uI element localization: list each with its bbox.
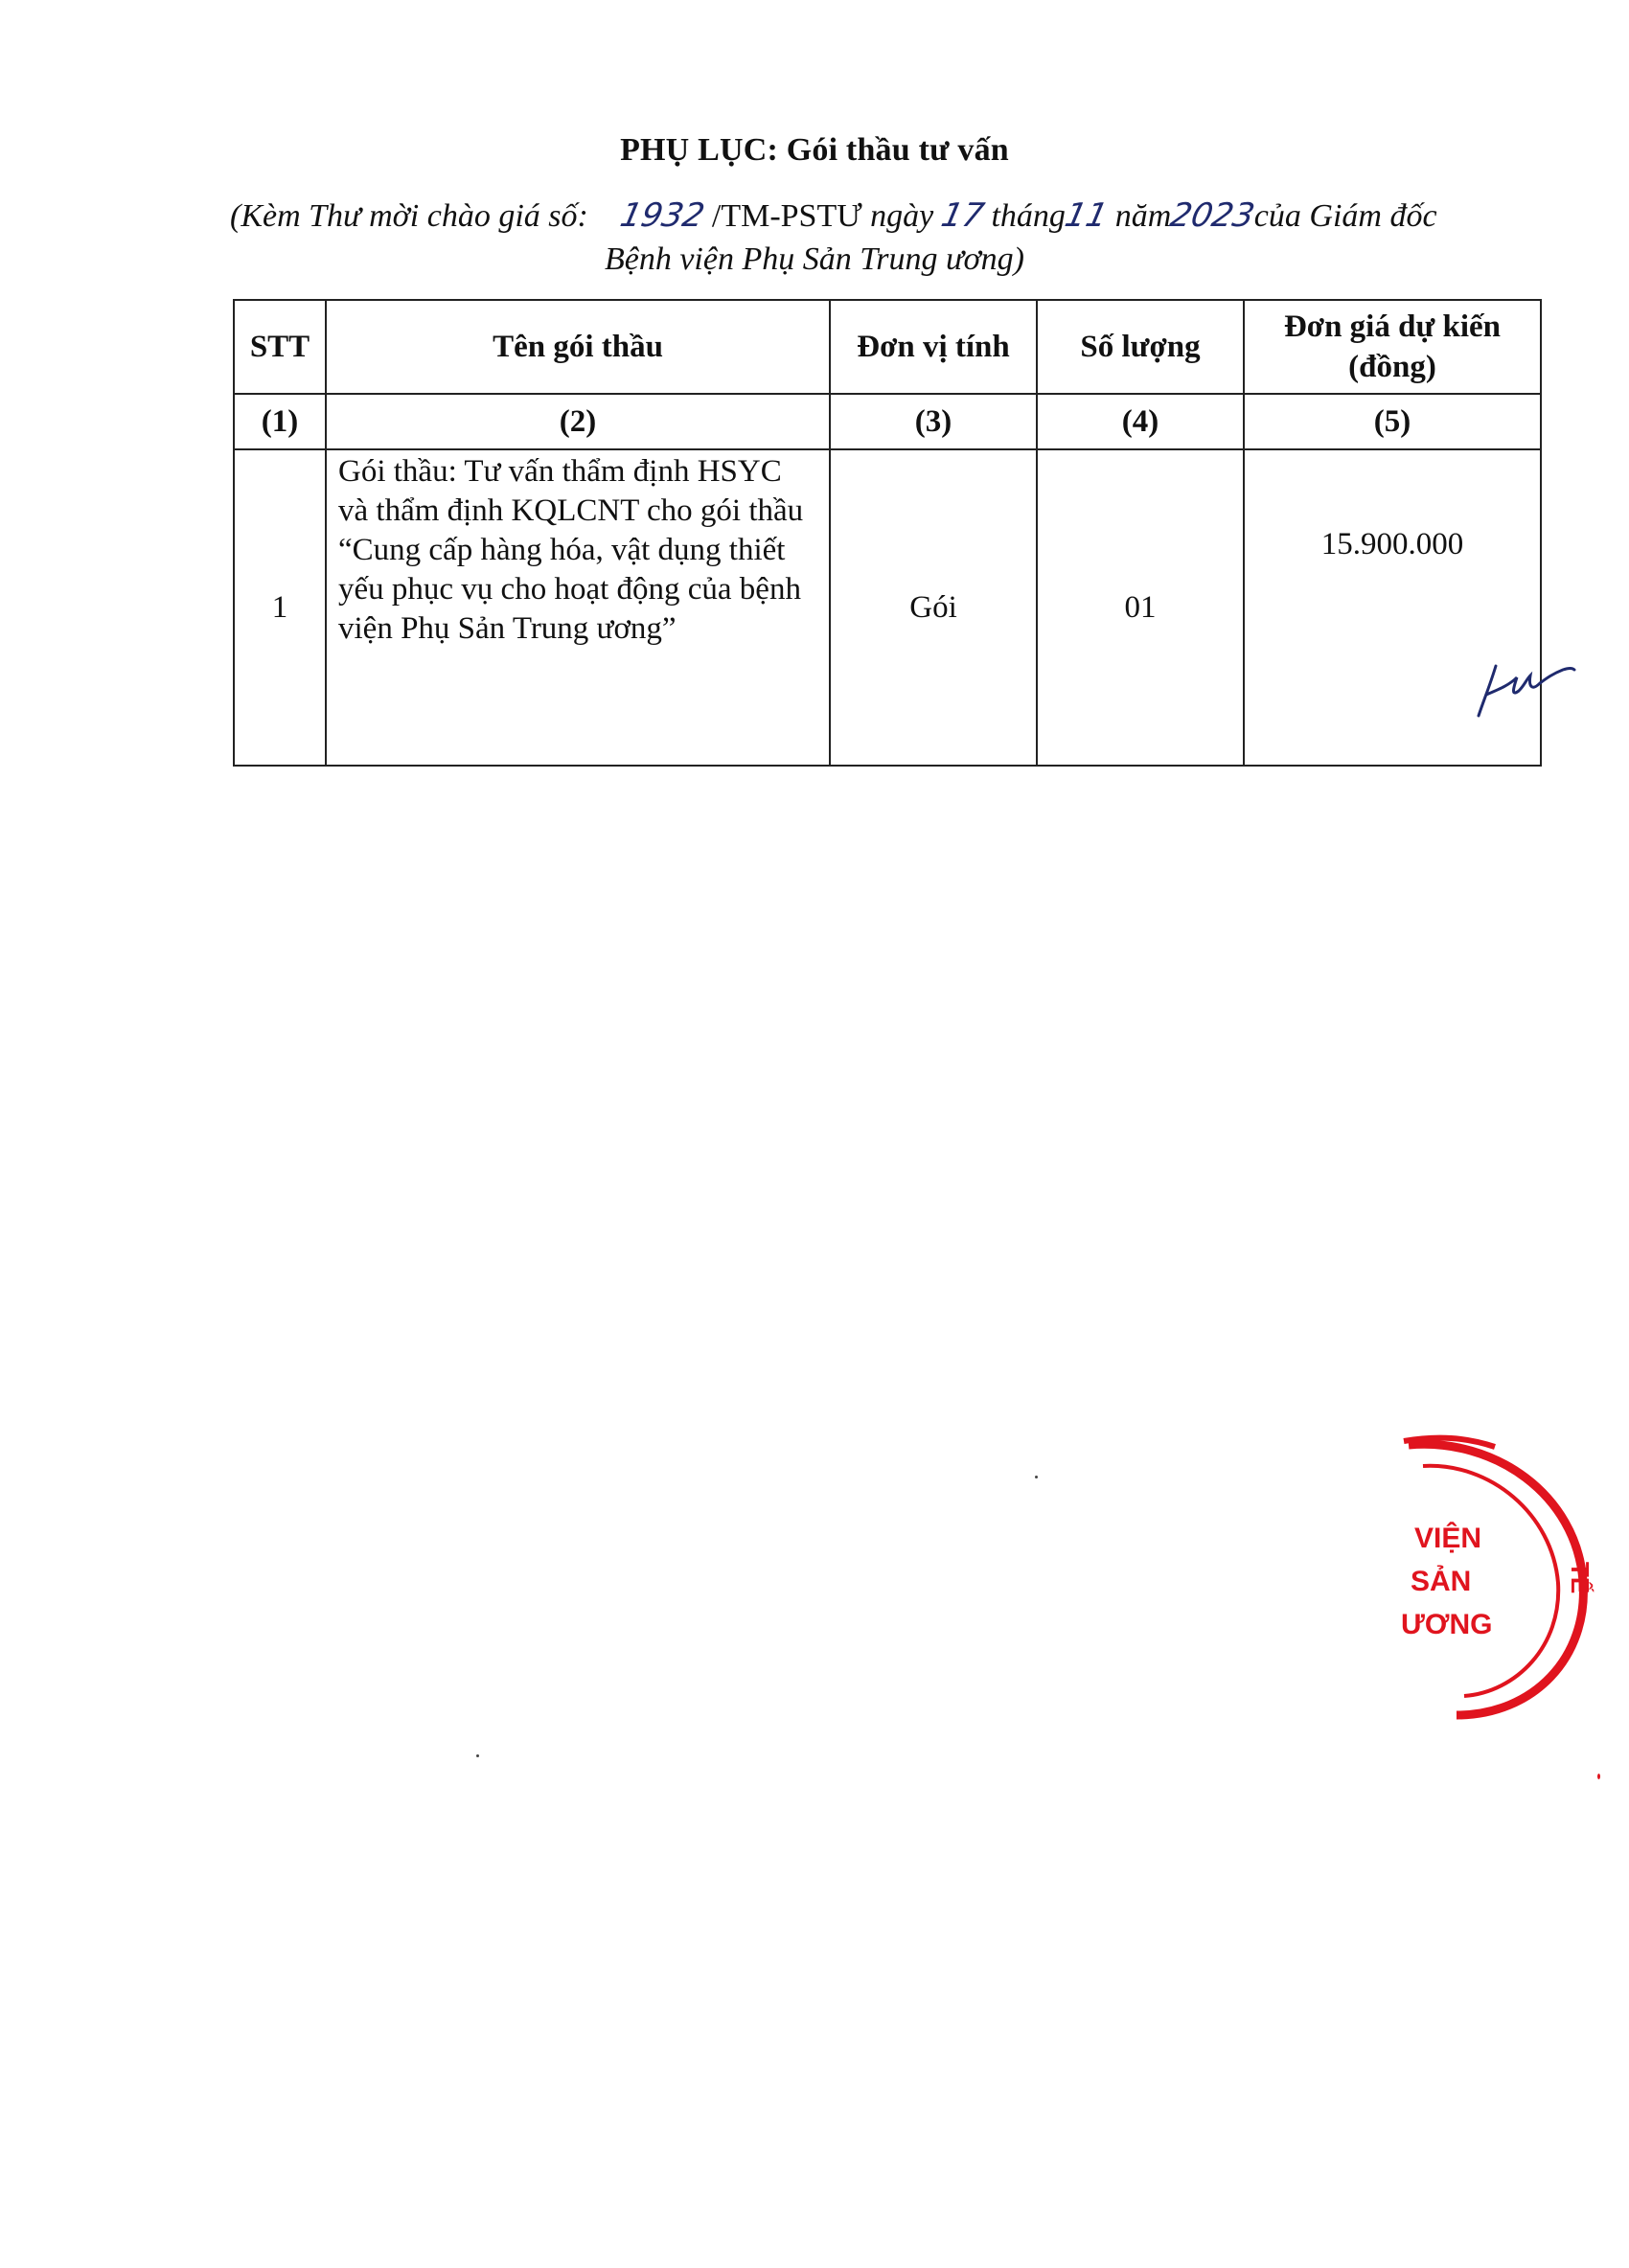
svg-text:VIỆN: VIỆN xyxy=(1414,1523,1482,1554)
svg-text:TẾ: TẾ xyxy=(1566,1562,1595,1594)
thang-label: tháng xyxy=(991,198,1066,234)
column-number: (2) xyxy=(326,394,830,449)
nam-label: năm xyxy=(1114,198,1172,234)
cell-unit-price: 15.900.000 xyxy=(1244,449,1541,766)
scan-speck xyxy=(476,1754,479,1757)
header-unit: Đơn vị tính xyxy=(830,300,1037,394)
column-number-row xyxy=(234,394,1541,449)
table-row xyxy=(234,449,1541,766)
cell-package-name: Gói thầu: Tư vấn thẩm định HSYC và thẩm định KQLCNT cho gói thầu “Cung cấp hàng hóa, vật dụng thiết yếu phục vụ cho hoạt động của bệnh viện Phụ Sản Trung ương” xyxy=(326,449,830,766)
svg-text:SẢN: SẢN xyxy=(1411,1566,1472,1597)
column-number: (3) xyxy=(830,394,1037,449)
cell-stt: 1 xyxy=(234,449,326,766)
page-title: PHỤ LỤC: Gói thầu tư vấn xyxy=(620,132,1009,168)
column-number: (5) xyxy=(1244,394,1541,449)
header-stt: STT xyxy=(234,300,326,394)
subtitle-line-2: Bệnh viện Phụ Sản Trung ương) xyxy=(604,241,1025,277)
table-header-row xyxy=(234,300,1541,394)
column-number: (1) xyxy=(234,394,326,449)
column-number: (4) xyxy=(1037,394,1244,449)
cell-quantity: 01 xyxy=(1037,449,1244,766)
ngay-label: ngày xyxy=(870,198,934,234)
subtitle-suffix: của Giám đốc xyxy=(1253,198,1437,234)
handwritten-year: 2023 xyxy=(1167,196,1259,235)
cell-unit: Gói xyxy=(830,449,1037,766)
handwritten-day: 17 xyxy=(937,196,988,235)
header-package-name: Tên gói thầu xyxy=(326,300,830,394)
bid-package-table xyxy=(233,299,1542,767)
header-quantity: Số lượng xyxy=(1037,300,1244,394)
handwritten-month: 11 xyxy=(1061,196,1112,235)
handwritten-doc-number: 1932 xyxy=(616,196,708,235)
svg-text:ƯƠNG: ƯƠNG xyxy=(1401,1609,1493,1640)
doc-code: /TM-PSTƯ xyxy=(711,198,862,234)
official-seal-stamp xyxy=(1380,1428,1610,1744)
initials-signature-icon xyxy=(1471,656,1576,723)
subtitle-line-1 xyxy=(230,196,1476,235)
header-unit-price: Đơn giá dự kiến (đồng) xyxy=(1244,300,1541,394)
subtitle-prefix: (Kèm Thư mời chào giá số: xyxy=(230,198,588,234)
scan-speck xyxy=(1597,1774,1600,1779)
scan-speck xyxy=(1035,1476,1038,1478)
